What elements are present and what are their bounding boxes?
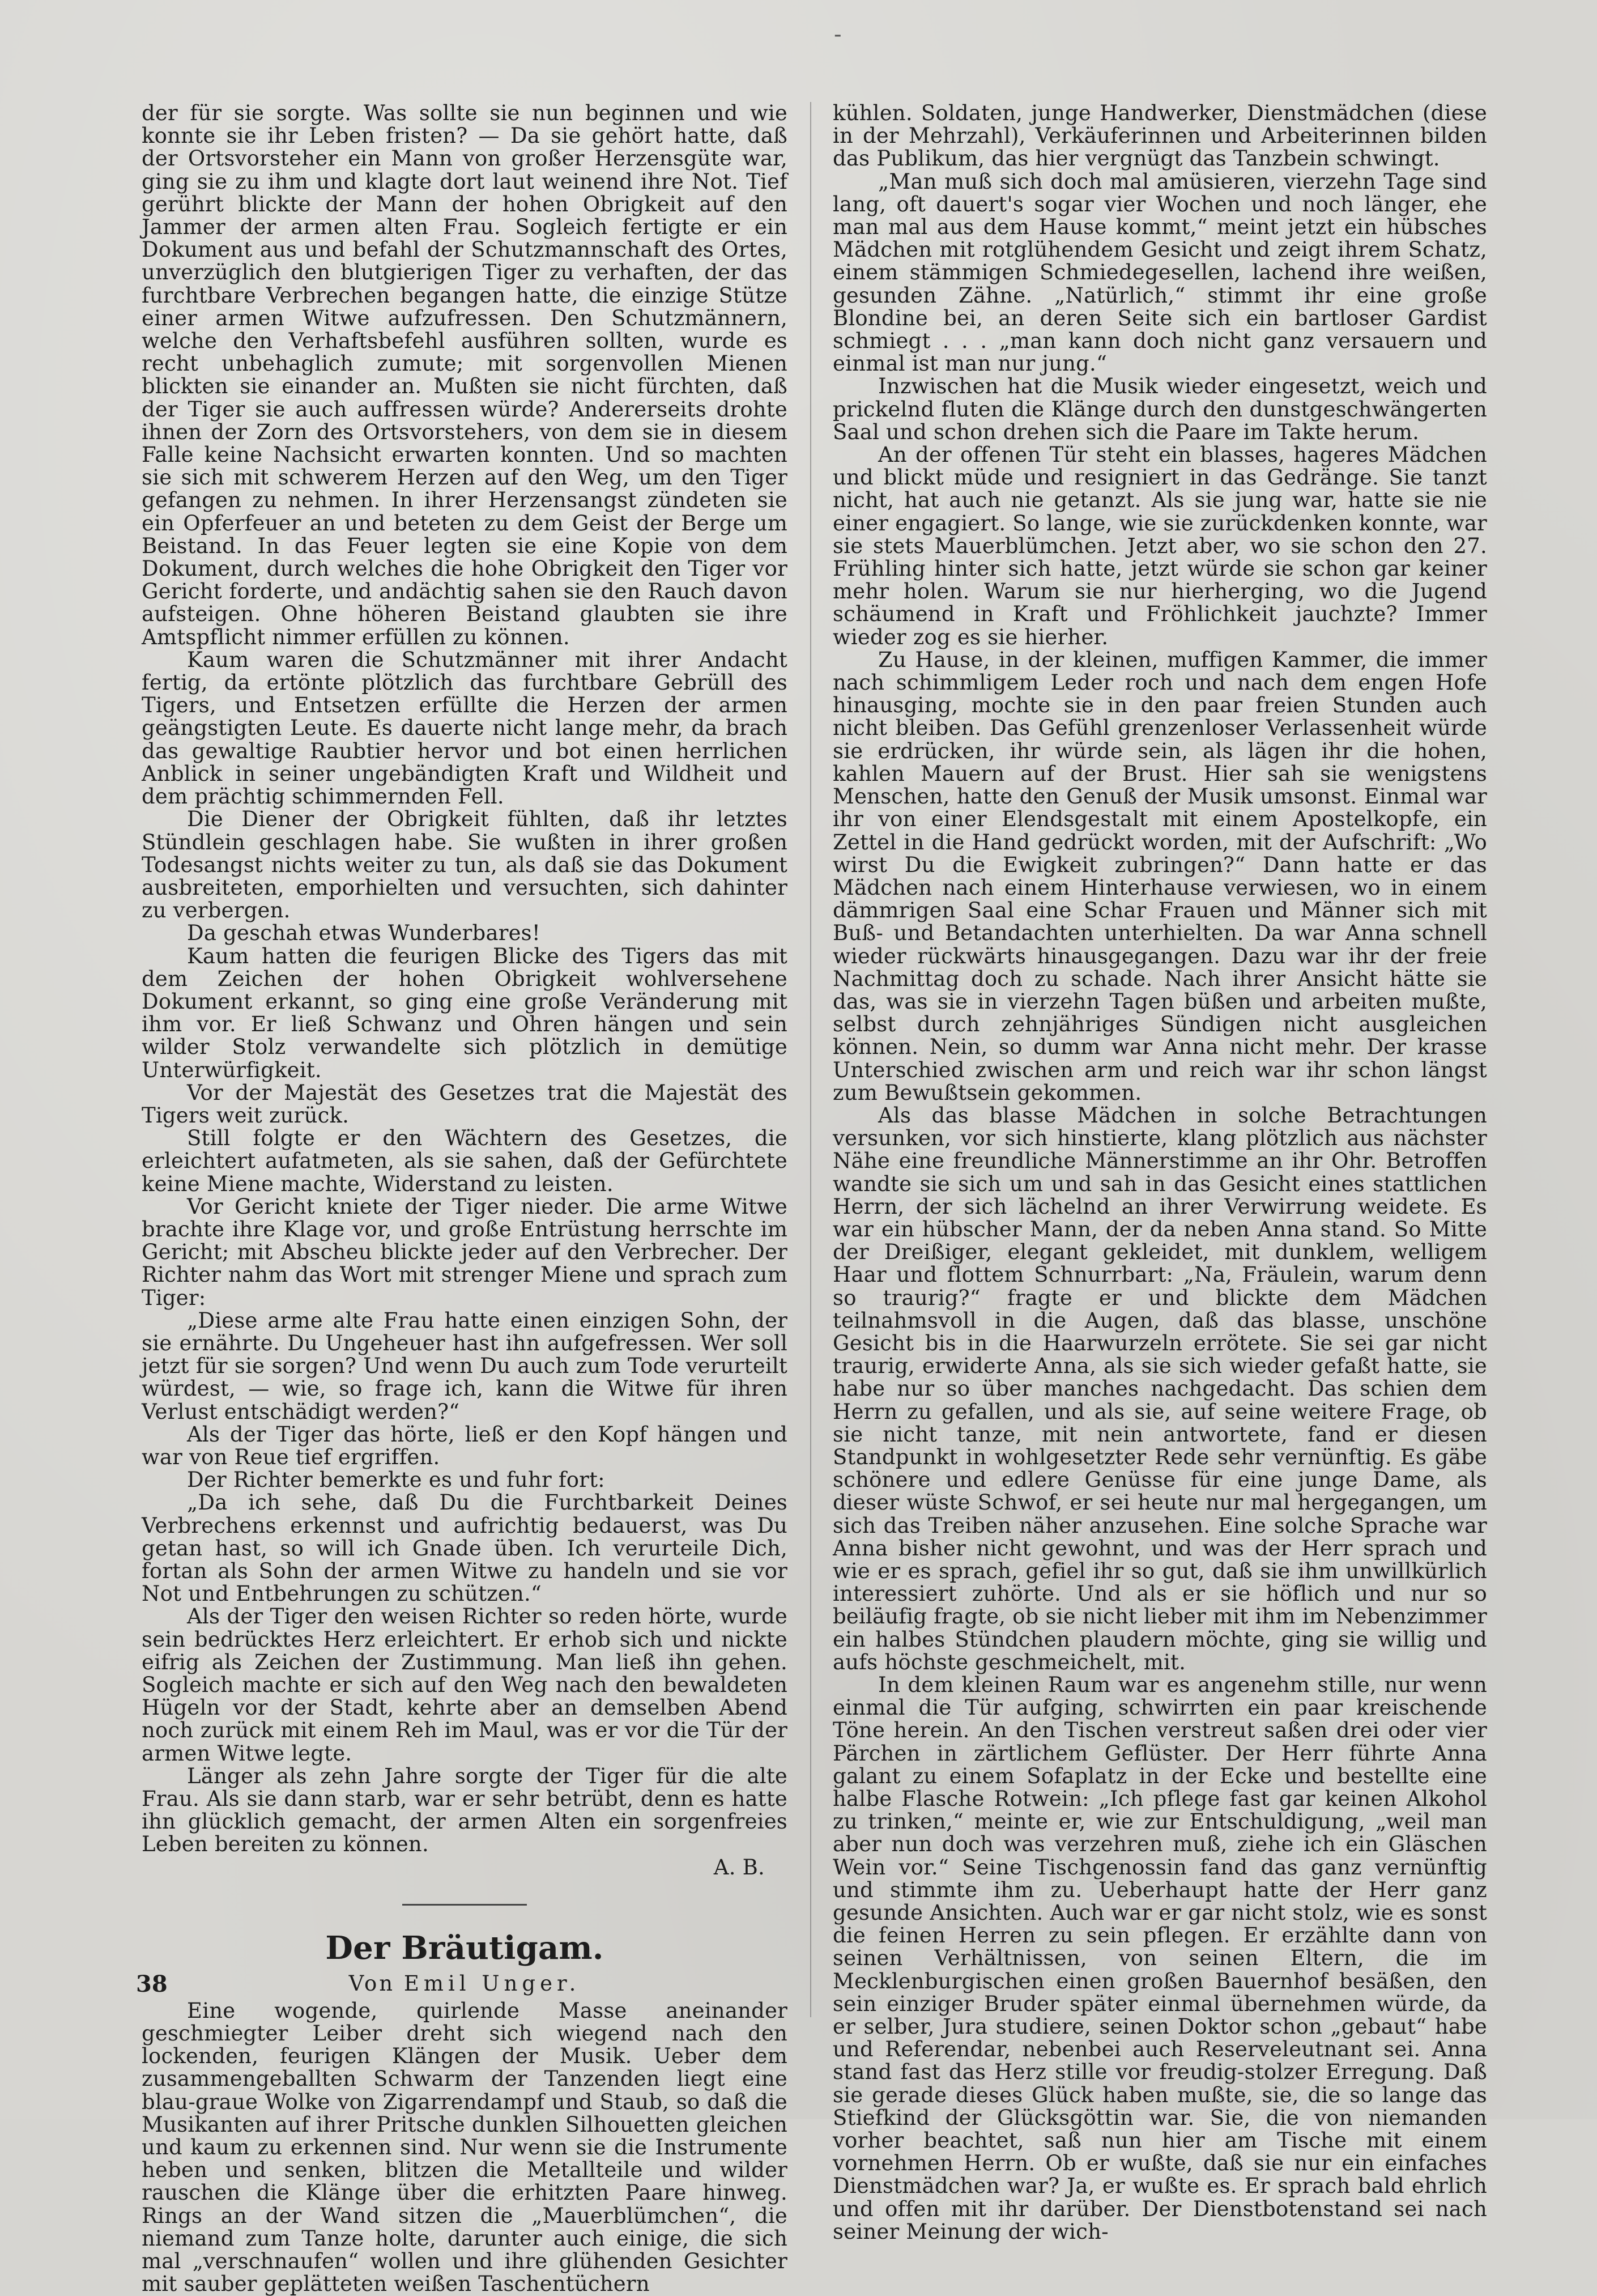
paragraph: An der offenen Tür steht ein blasses, hageres Mädchen und blickt müde und resigniert in das Gedränge. Sie tanzt nicht, hat auch nie getanzt. Als sie jung war, hatte sie nie einer engagiert. So lange, wie sie zurückdenken konnte, war sie stets Mauerblümchen. Jetzt aber, wo sie schon den 27. Frühling hinter sich hatte, jetzt würde sie schon gar keiner mehr holen. Warum sie nur hierherging, wo die Jugend schäumend in Kraft und Fröhlichkeit jauchzte? Immer wieder zog es sie hierher. [833, 443, 1487, 649]
paragraph: Als der Tiger den weisen Richter so reden hörte, wurde sein bedrücktes Herz erleichtert. Er erhob sich und nickte eifrig als Zeichen der Zustimmung. Man ließ ihn gehen. Sogleich machte er sich auf den Weg nach den bewaldeten Hügeln vor der Stadt, kehrte aber an demselben Abend noch zurück mit einem Reh im Maul, was er vor die Tür der armen Witwe legte. [142, 1604, 787, 1766]
signature: A. B. [713, 1855, 765, 1880]
paragraph: kühlen. Soldaten, junge Handwerker, Dienstmädchen (diese in der Mehrzahl), Verkäuferinnen und Arbeiterinnen bilden das Publikum, das hier vergnügt das Tanzbein schwingt. [833, 101, 1487, 171]
paragraph: Inzwischen hat die Musik wieder eingesetzt, weich und prickelnd fluten die Klänge durch den dunstgeschwängerten Saal und schon drehen sich die Paare im Takte herum. [833, 374, 1487, 444]
paragraph: „Man muß sich doch mal amüsieren, vierzehn Tage sind lang, oft dauert's sogar vier Wochen und noch länger, ehe man mal aus dem Hause kommt,“ meint jetzt ein hübsches Mädchen mit rotglühendem Gesicht und zeigt ihrem Schatz, einem stämmigen Schmiedegesellen, lachend ihre weißen, gesunden Zähne. „Natürlich,“ stimmt ihr eine große Blondine bei, an deren Seite sich ein bartloser Gardist schmiegt . . . „man kann doch nicht ganz versauern und einmal ist man nur jung.“ [833, 169, 1487, 376]
paragraph: Der Richter bemerkte es und fuhr fort: [187, 1468, 605, 1493]
paragraph: der für sie sorgte. Was sollte sie nun beginnen und wie konnte sie ihr Leben fristen? — Da sie gehört hatte, daß der Ortsvorsteher ein Mann von großer Herzensgüte war, ging sie zu ihm und klagte dort laut weinend ihre Not. Tief gerührt blickte der Mann der hohen Obrigkeit auf den Jammer der armen alten Frau. Sogleich fertigte er ein Dokument aus und befahl der Schutzmannschaft des Ortes, unverzüglich den blutgierigen Tiger zu verhaften, der das furchtbare Verbrechen begangen hatte, die einzige Stütze einer armen Witwe aufzufressen. Den Schutzmännern, welche den Verhaftsbefehl ausführen sollten, wurde es recht unbehaglich zumute; mit sorgenvollen Mienen blickten sie einander an. Mußten sie nicht fürchten, daß der Tiger sie auch auffressen würde? Andererseits drohte ihnen der Zorn des Ortsvorstehers, von dem sie in diesem Falle keine Nachsicht erwarten konnten. Und so machten sie sich mit schwerem Herzen auf den Weg, um den Tiger gefangen zu nehmen. In ihrer Herzensangst zündeten sie ein Opferfeuer an und beteten zu dem Geist der Berge um Beistand. In das Feuer legten sie eine Kopie von dem Dokument, durch welches die hohe Obrigkeit den Tiger vor Gericht forderte, und andächtig sahen sie den Rauch davon aufsteigen. Ohne höheren Beistand glaubten sie ihre Amtspflicht nimmer erfüllen zu können. [142, 101, 787, 649]
paragraph: Vor der Majestät des Gesetzes trat die Majestät des Tigers weit zurück. [142, 1080, 787, 1128]
section-divider [402, 1904, 527, 1906]
author-name: Emil Unger. [403, 1971, 581, 1996]
paragraph: Da geschah etwas Wunderbares! [187, 921, 540, 946]
paragraph: Still folgte er den Wächtern des Gesetzes, die erleichtert aufatmeten, als sie sahen, daß der Gefürchtete keine Miene machte, Widerstand zu leisten. [142, 1126, 787, 1196]
page-number: 38 [136, 1971, 168, 1997]
paragraph: In dem kleinen Raum war es angenehm stille, nur wenn einmal die Tür aufging, schwirrten ein paar kreischende Töne herein. An den Tischen verstreut saßen drei oder vier Pärchen in zärtlichem Geflüster. Der Herr führte Anna galant zu einem Sofaplatz in der Ecke und bestellte eine halbe Flasche Rotwein: „Ich pflege fast gar keinen Alkohol zu trinken,“ meinte er, wie zur Entschuldigung, „weil man aber nun doch was verzehren muß, ziehe ich ein Gläschen Wein vor.“ Seine Tischgenossin fand das ganz vernünftig und stimmte ihm zu. Ueberhaupt hatte der Herr ganz gesunde Ansichten. Auch war er gar nicht stolz, wie es sonst die feinen Herren zu sein pflegen. Er erzählte dann von seinen Verhältnissen, von seinen Eltern, die im Mecklenburgischen einen großen Bauernhof besäßen, den sein einziger Bruder später einmal übernehmen würde, da er selber, Jura studiere, seinen Doktor schon „gebaut“ habe und Referendar, nebenbei auch Reserveleutnant sei. Anna stand fast das Herz stille vor freudig-stolzer Erregung. Daß sie gerade dieses Glück haben mußte, sie, die so lange das Stiefkind der Glücksgöttin war. Sie, die von niemanden vorher beachtet, saß nun hier am Tische mit einem vornehmen Herrn. Ob er wußte, daß sie nur ein einfaches Dienstmädchen war? Ja, er wußte es. Er sprach bald ehrlich und offen mit ihr darüber. Der Dienstbotenstand sei nach seiner Meinung der wich- [833, 1673, 1487, 2244]
right-column [833, 102, 1487, 2243]
paragraph: Die Diener der Obrigkeit fühlten, daß ihr letztes Stündlein geschlagen habe. Sie wußten in ihrer großen Todesangst nichts weiter zu tun, als daß sie das Dokument ausbreiteten, emporhielten und versuchten, sich dahinter zu verbergen. [142, 807, 787, 923]
paragraph: Eine wogende, quirlende Masse aneinander geschmiegter Leiber dreht sich wiegend nach den lockenden, feurigen Klängen der Musik. Ueber dem zusammengeballten Schwarm der Tanzenden liegt eine blau-graue Wolke von Zigarrendampf und Staub, so daß die Musikanten auf ihrer Pritsche dunklen Silhouetten gleichen und kaum zu erkennen sind. Nur wenn sie die Instrumente heben und senken, blitzen die Metallteile und wilder rauschen die Klänge über die erhitzten Paare hinweg. Rings an der Wand sitzen die „Mauerblümchen“, die niemand zum Tanze holte, darunter auch einige, die sich mal „verschnaufen“ wollen und ihre glühenden Gesichter mit sauber geplätteten weißen Taschentüchern [142, 1998, 787, 2296]
paragraph: Kaum hatten die feurigen Blicke des Tigers das mit dem Zeichen der hohen Obrigkeit wohlversehene Dokument erkannt, so ging eine große Veränderung mit ihm vor. Er ließ Schwanz und Ohren hängen und sein wilder Stolz verwandelte sich plötzlich in demütige Unterwürfigkeit. [142, 943, 787, 1082]
paragraph: Als der Tiger das hörte, ließ er den Kopf hängen und war von Reue tief ergriffen. [142, 1422, 787, 1469]
paragraph: „Diese arme alte Frau hatte einen einzigen Sohn, der sie ernährte. Du Ungeheuer hast ihn aufgefressen. Wer soll jetzt für sie sorgen? Und wenn Du auch zum Tode verurteilt würdest, — wie, so frage ich, kann die Witwe für ihren Verlust entschädigt werden?“ [142, 1308, 787, 1424]
byline-prefix: Von [348, 1971, 395, 1996]
paragraph: Als das blasse Mädchen in solche Betrachtungen versunken, vor sich hinstierte, klang plötzlich aus nächster Nähe eine freundliche Männerstimme an ihr Ohr. Betroffen wandte sie sich um und sah in das Gesicht eines stattlichen Herrn, der sich lächelnd an ihrer Verwirrung weidete. Es war ein hübscher Mann, der da neben Anna stand. So Mitte der Dreißiger, elegant gekleidet, mit dunklem, welligem Haar und flottem Schnurrbart: „Na, Fräulein, warum denn so traurig?“ fragte er und blickte dem Mädchen teilnahmsvoll in die Augen, daß das blasse, unschöne Gesicht bis in die Haarwurzeln errötete. Sie sei gar nicht traurig, erwiderte Anna, als sie sich wieder gefaßt hatte, sie habe nur so über manches nachgedacht. Das schien dem Herrn zu gefallen, und als sie, auf seine weitere Frage, ob sie nicht tanze, mit nein antwortete, fand er diesen Standpunkt in wohlgesetzter Rede sehr vernünftig. Es gäbe schönere und edlere Genüsse für eine junge Dame, als dieser wüste Schwof, er sei heute nur mal hergegangen, um sich das Treiben näher anzusehen. Eine solche Sprache war Anna bisher nicht gewohnt, und was der Herr sprach und wie er es sprach, gefiel ihr so gut, daß sie ihm unwillkürlich interessiert zuhörte. Und als er sie höflich und nur so beiläufig fragte, ob sie nicht lieber mit ihm im Nebenzimmer ein halbes Stündchen plaudern möchte, ging sie willig und aufs höchste geschmeichelt, mit. [833, 1103, 1487, 1674]
paragraph: „Da ich sehe, daß Du die Furchtbarkeit Deines Verbrechens erkennst und aufrichtig bedauerst, was Du getan hast, so will ich Gnade üben. Ich verurteile Dich, fortan als Sohn der armen Witwe zu handeln und sie vor Not und Entbehrungen zu schützen.“ [142, 1490, 787, 1606]
paragraph: Vor Gericht kniete der Tiger nieder. Die arme Witwe brachte ihre Klage vor, und große Entrüstung herrschte im Gericht; mit Abscheu blickte jeder auf den Verbrecher. Der Richter nahm das Wort mit strenger Miene und sprach zum Tiger: [142, 1194, 787, 1310]
story-title: Der Bräutigam. [325, 1929, 604, 1967]
paragraph: Kaum waren die Schutzmänner mit ihrer Andacht fertig, da ertönte plötzlich das furchtbare Gebrüll des Tigers, und Entsetzen erfüllte die Herzen der armen geängstigten Leute. Es dauerte nicht lange mehr, da brach das gewaltige Raubtier hervor und bot einen herrlichen Anblick in seiner ungebändigten Kraft und Wildheit und dem prächtig schimmernden Fell. [142, 647, 787, 809]
paragraph: Zu Hause, in der kleinen, muffigen Kammer, die immer nach schimmligem Leder roch und nach dem engen Hofe hinausging, mochte sie in den paar freien Stunden auch nicht bleiben. Das Gefühl grenzenloser Verlassenheit würde sie erdrücken, ihr würde sein, als lägen ihr die hohen, kahlen Mauern auf der Brust. Hier sah sie wenigstens Menschen, hatte den Genuß der Musik umsonst. Einmal war ihr von einer Elendsgestalt mit einem Apostelkopfe, ein Zettel in die Hand gedrückt worden, mit der Aufschrift: „Wo wirst Du die Ewigkeit zubringen?“ Dann hatte er das Mädchen nach einem Hinterhause verwiesen, wo in einem dämmrigen Saal eine Schar Frauen und Männer sich mit Buß- und Betandachten unterhielten. Da war Anna schnell wieder rückwärts hinausgegangen. Dazu war ihr der freie Nachmittag doch zu schade. Nach ihrer Ansicht hätte sie das, was sie in vierzehn Tagen büßen und arbeiten mußte, selbst durch zehnjähriges Sündigen nicht ausgleichen können. Nein, so dumm war Anna nicht mehr. Der krasse Unterschied zwischen arm und reich war ihr schon längst zum Bewußtsein gekommen. [833, 647, 1487, 1105]
byline [142, 1968, 787, 2000]
top-margin-mark: - [834, 22, 842, 48]
left-column [142, 102, 787, 2295]
paragraph: Länger als zehn Jahre sorgte der Tiger für die alte Frau. Als sie dann starb, war er sehr betrübt, denn es hatte ihn glücklich gemacht, der armen Alten ein sorgenfreies Leben bereiten zu können. [142, 1763, 787, 1857]
column-divider [810, 102, 811, 2017]
